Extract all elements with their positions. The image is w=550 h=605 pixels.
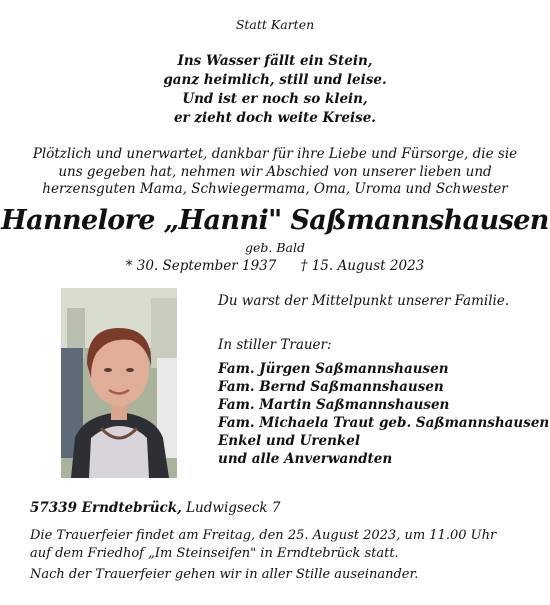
motto-text: Du warst der Mittelpunkt unserer Familie. [218,293,510,309]
mourner-line: Fam. Bernd Saßmannshausen [218,379,444,395]
mourner-line: Fam. Michaela Traut geb. Saßmannshausen [218,415,550,431]
mourner-line: Fam. Martin Saßmannshausen [218,397,450,413]
header-text: Statt Karten [235,17,315,32]
mourner-line: Enkel und Urenkel [218,433,361,449]
death-date: † 15. August 2023 [300,258,425,274]
intro-text [0,146,550,199]
mourner-line: Fam. Jürgen Saßmannshausen [218,361,449,377]
street: Ludwigseck 7 [186,500,281,516]
farewell-text: Nach der Trauerfeier gehen wir in aller Stille auseinander. [30,567,419,582]
poem-line: Ins Wasser fällt ein Stein, [177,53,373,69]
mourning-label: In stiller Trauer: [218,337,332,353]
poem-line: Und ist er noch so klein, [182,91,368,107]
life-dates [0,258,550,274]
funeral-line: Die Trauerfeier findet am Freitag, den 25. August 2023, um 11.00 Uhr [30,528,497,543]
birth-name: geb. Bald [245,240,305,255]
poem [0,52,550,128]
poem-line: er zieht doch weite Kreise. [173,110,377,126]
portrait-illustration [61,288,177,478]
funeral-info [30,527,496,563]
postcode-city: 57339 Erndtebrück, [30,500,182,516]
poem-line: ganz heimlich, still und leise. [163,72,387,88]
birth-date: * 30. September 1937 [125,258,277,274]
mourners-list [218,360,549,468]
deceased-name: Hannelore „Hanni" Saßmannshausen [1,205,549,236]
intro-line: uns gegeben hat, nehmen wir Abschied von unserer lieben und [58,163,492,180]
intro-line: herzensguten Mama, Schwiegermama, Oma, Uroma und Schwester [42,181,508,197]
address [30,500,280,516]
mourner-line: und alle Anverwandten [218,451,393,467]
portrait-photo [61,288,177,478]
intro-line: Plötzlich und unerwartet, dankbar für ihre Liebe und Fürsorge, die sie [32,146,518,162]
funeral-line: auf dem Friedhof „Im Steinseifen" in Erndtebrück statt. [30,546,399,561]
